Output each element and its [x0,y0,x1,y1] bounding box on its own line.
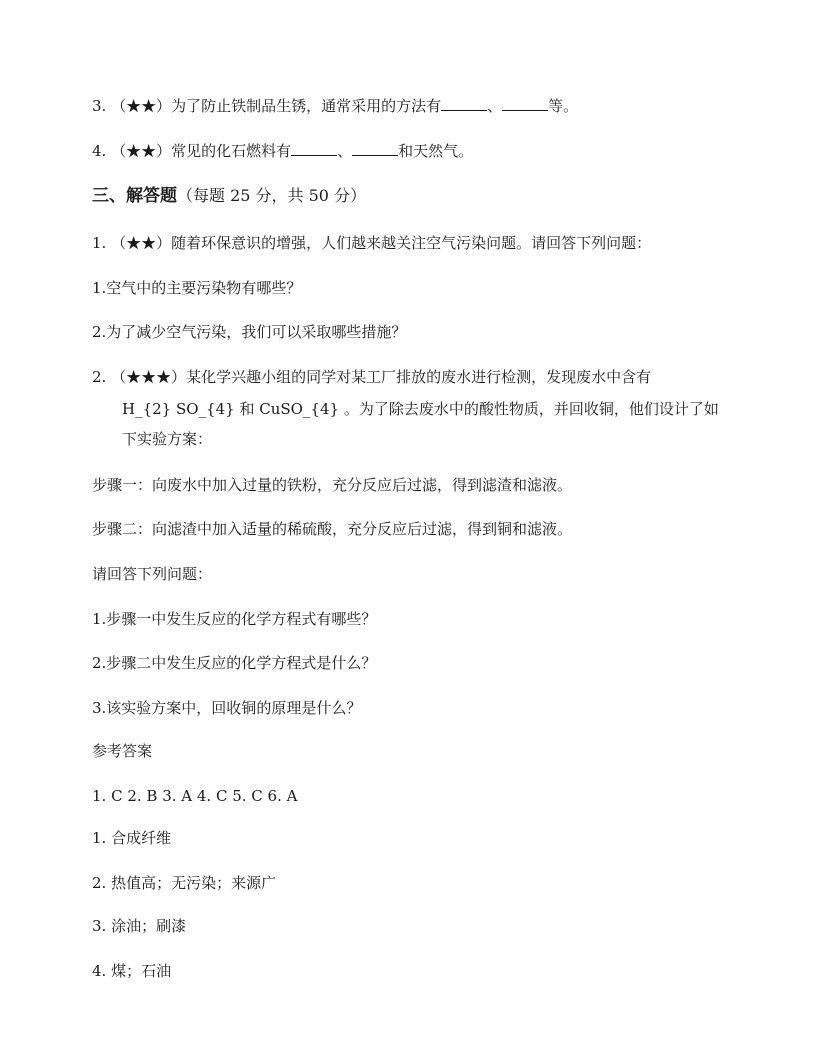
question-1-stem [92,232,756,254]
question-text-end: 等。 [548,97,579,115]
question-number: 1. [92,234,107,252]
question-text: 为了防止铁制品生锈，通常采用的方法有 [171,97,442,115]
answer-blank [291,141,337,156]
question-number: 2. [92,368,107,386]
blank-separator: 、 [337,142,353,160]
question-prompt: 请回答下列问题： [92,565,213,583]
experiment-step-1: 步骤一：向废水中加入过量的铁粉，充分反应后过滤，得到滤渣和滤液。 [92,476,573,494]
question-number: 4. [92,142,107,160]
question-text: 随着环保意识的增强，人们越来越关注空气污染问题。请回答下列问题： [171,234,652,252]
fill-answer: 4. 煤；石油 [92,962,172,980]
answer-blank [352,141,398,156]
question-2-continuation: H_{2} SO_{4} 和 CuSO_{4} 。为了除去废水中的酸性物质，并回收铜，他们设计了如 [122,400,719,418]
choice-answers: 1. C 2. B 3. A 4. C 5. C 6. A [92,787,298,805]
question-text: 某化学兴趣小组的同学对某工厂排放的废水进行检测，发现废水中含有 [186,368,652,386]
question-text: 常见的化石燃料有 [171,142,292,160]
fill-blank-question-3 [92,95,756,117]
sub-question: 2.步骤二中发生反应的化学方程式是什么？ [92,654,377,672]
fill-answer: 1. 合成纤维 [92,829,172,847]
question-text-end: 和天然气。 [398,142,474,160]
sub-question: 2.为了减少空气污染，我们可以采取哪些措施？ [92,323,407,341]
question-2-continuation: 下实验方案： [122,430,213,448]
fill-blank-question-4 [92,140,756,162]
fill-answer: 3. 涂油；刷漆 [92,917,187,935]
section-note: （每题 25 分，共 50 分） [177,186,367,205]
question-number: 3. [92,97,107,115]
answer-blank [502,96,548,111]
section-heading [92,185,756,207]
fill-answer: 2. 热值高；无污染；来源广 [92,874,277,892]
answers-title: 参考答案 [92,742,153,760]
sub-question: 1.步骤一中发生反应的化学方程式有哪些？ [92,610,377,628]
answer-blank [441,96,487,111]
difficulty-stars: （★★） [111,142,172,160]
sub-question: 1.空气中的主要污染物有哪些？ [92,279,302,297]
blank-separator: 、 [487,97,503,115]
section-title: 三、解答题 [92,186,177,206]
question-2-stem [92,366,756,388]
experiment-step-2: 步骤二：向滤渣中加入适量的稀硫酸，充分反应后过滤，得到铜和滤液。 [92,520,573,538]
difficulty-stars: （★★★） [111,368,187,386]
difficulty-stars: （★★） [111,97,172,115]
sub-question: 3.该实验方案中，回收铜的原理是什么？ [92,699,362,717]
difficulty-stars: （★★） [111,234,172,252]
